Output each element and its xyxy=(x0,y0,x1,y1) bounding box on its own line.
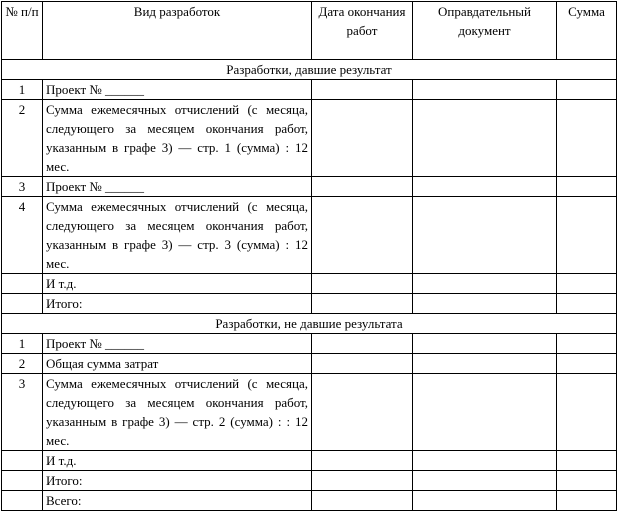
row-text: Всего: xyxy=(43,491,312,511)
row-doc-cell xyxy=(413,491,557,511)
row-text: Итого: xyxy=(43,471,312,491)
table-row xyxy=(2,177,617,197)
row-text: Итого: xyxy=(43,294,312,314)
row-doc-cell xyxy=(413,334,557,354)
row-text: Сумма ежемесячных отчислений (с месяца, следующего за месяцем окончания работ, указанным в графе 3) — стр. 2 (сумма) : : 12 мес. xyxy=(43,374,312,451)
row-num: 2 xyxy=(2,354,43,374)
row-text: Проект № ______ xyxy=(43,334,312,354)
row-num xyxy=(2,274,43,294)
header-num: № п/п xyxy=(2,2,43,60)
row-doc-cell xyxy=(413,80,557,100)
row-sum-cell xyxy=(557,354,617,374)
row-sum-cell xyxy=(557,100,617,177)
row-doc-cell xyxy=(413,177,557,197)
row-date-cell xyxy=(312,294,413,314)
section-title: Разработки, давшие результат xyxy=(2,60,617,80)
row-doc-cell xyxy=(413,100,557,177)
row-sum-cell xyxy=(557,471,617,491)
table-row xyxy=(2,374,617,451)
row-doc-cell xyxy=(413,294,557,314)
header-doc: Оправдательный документ xyxy=(413,2,557,60)
header-date: Дата окончания работ xyxy=(312,2,413,60)
table-row xyxy=(2,100,617,177)
row-date-cell xyxy=(312,197,413,274)
row-doc-cell xyxy=(413,354,557,374)
table-row xyxy=(2,471,617,491)
row-sum-cell xyxy=(557,177,617,197)
row-text: Общая сумма затрат xyxy=(43,354,312,374)
header-row xyxy=(2,2,617,60)
row-doc-cell xyxy=(413,451,557,471)
row-sum-cell xyxy=(557,451,617,471)
row-num xyxy=(2,294,43,314)
table-row xyxy=(2,294,617,314)
row-num xyxy=(2,491,43,511)
row-doc-cell xyxy=(413,197,557,274)
row-num: 2 xyxy=(2,100,43,177)
row-sum-cell xyxy=(557,374,617,451)
row-sum-cell xyxy=(557,294,617,314)
row-num: 4 xyxy=(2,197,43,274)
row-sum-cell xyxy=(557,274,617,294)
row-date-cell xyxy=(312,177,413,197)
row-text: И т.д. xyxy=(43,451,312,471)
table-row xyxy=(2,354,617,374)
row-num: 1 xyxy=(2,80,43,100)
section-title: Разработки, не давшие результата xyxy=(2,314,617,334)
row-date-cell xyxy=(312,274,413,294)
row-num: 3 xyxy=(2,177,43,197)
row-date-cell xyxy=(312,471,413,491)
row-doc-cell xyxy=(413,274,557,294)
row-doc-cell xyxy=(413,471,557,491)
row-doc-cell xyxy=(413,374,557,451)
header-sum: Сумма xyxy=(557,2,617,60)
table-row xyxy=(2,491,617,511)
row-num: 1 xyxy=(2,334,43,354)
header-type: Вид разработок xyxy=(43,2,312,60)
row-sum-cell xyxy=(557,334,617,354)
row-date-cell xyxy=(312,354,413,374)
table-row xyxy=(2,80,617,100)
table-row xyxy=(2,451,617,471)
row-num xyxy=(2,451,43,471)
row-num xyxy=(2,471,43,491)
row-text: Проект № ______ xyxy=(43,80,312,100)
row-sum-cell xyxy=(557,80,617,100)
row-date-cell xyxy=(312,374,413,451)
row-date-cell xyxy=(312,100,413,177)
row-text: Сумма ежемесячных отчислений (с месяца, следующего за месяцем окончания работ, указанным в графе 3) — стр. 1 (сумма) : 12 мес. xyxy=(43,100,312,177)
row-text: И т.д. xyxy=(43,274,312,294)
row-text: Проект № ______ xyxy=(43,177,312,197)
section-row xyxy=(2,314,617,334)
row-sum-cell xyxy=(557,491,617,511)
row-date-cell xyxy=(312,80,413,100)
row-num: 3 xyxy=(2,374,43,451)
row-date-cell xyxy=(312,334,413,354)
row-text: Сумма ежемесячных отчислений (с месяца, следующего за месяцем окончания работ, указанным в графе 3) — стр. 3 (сумма) : 12 мес. xyxy=(43,197,312,274)
table-row xyxy=(2,274,617,294)
row-sum-cell xyxy=(557,197,617,274)
row-date-cell xyxy=(312,491,413,511)
row-date-cell xyxy=(312,451,413,471)
table-row xyxy=(2,334,617,354)
section-row xyxy=(2,60,617,80)
table-row xyxy=(2,197,617,274)
development-costs-table xyxy=(1,1,617,511)
